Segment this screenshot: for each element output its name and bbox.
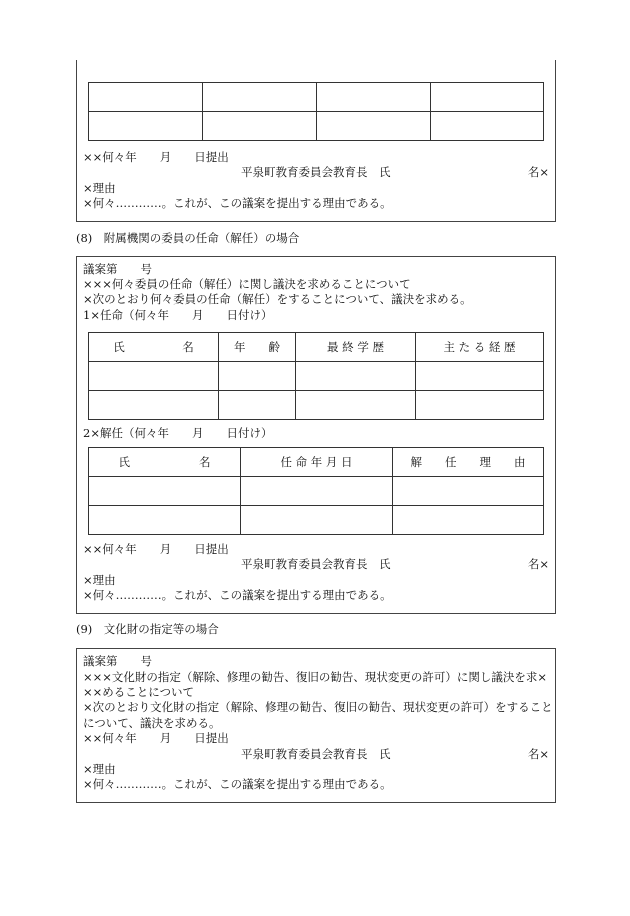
table-header-row	[89, 448, 544, 477]
section-8-heading: (8) 附属機関の委員の任命（解任）の場合	[76, 231, 300, 245]
bill-number: 議案第 号	[83, 262, 152, 276]
bill-box-continued	[76, 60, 556, 222]
submit-date-line: ××何々年 月 日提出	[83, 731, 229, 745]
bill-number: 議案第 号	[83, 654, 152, 668]
appoint-table	[88, 332, 544, 420]
table-row	[89, 83, 544, 112]
submitter-line: 平泉町教育委員会教育長 氏	[241, 165, 391, 179]
reason-label: ×理由	[83, 573, 116, 587]
reason-label: ×理由	[83, 762, 116, 776]
reason-label: ×理由	[83, 181, 116, 195]
col-header-education: 最 終 学 歴	[296, 333, 416, 362]
table-row	[89, 506, 544, 535]
col-header-age: 年 齢	[219, 333, 296, 362]
table-continued	[88, 82, 544, 141]
col-header-career: 主 た る 経 歴	[416, 333, 544, 362]
appoint-label: 1×任命（何々年 月 日付け）	[83, 308, 273, 322]
col-header-dismiss-reason: 解 任 理 由	[393, 448, 544, 477]
col-header-name: 氏 名	[89, 333, 219, 362]
bill-title-line-1: ×××文化財の指定（解除、修理の勧告、復旧の勧告、現状変更の許可）に関し議決を求×	[83, 670, 548, 684]
name-tail: 名×	[527, 165, 549, 179]
reason-text: ×何々…………。これが、この議案を提出する理由である。	[83, 588, 392, 602]
bill-box-section-8	[76, 256, 556, 614]
col-header-appoint-date: 任 命 年 月 日	[241, 448, 393, 477]
reason-text: ×何々…………。これが、この議案を提出する理由である。	[83, 196, 392, 210]
name-tail: 名×	[527, 557, 549, 571]
submitter-line: 平泉町教育委員会教育長 氏	[241, 557, 391, 571]
bill-title-line-2: ××めることについて	[83, 685, 195, 699]
col-header-name: 氏 名	[89, 448, 241, 477]
submit-date-line: ××何々年 月 日提出	[83, 542, 229, 556]
table-row	[89, 477, 544, 506]
bill-box-section-9	[76, 648, 556, 803]
bill-title: ×××何々委員の任命（解任）に関し議決を求めることについて	[83, 277, 411, 291]
bill-body: ×次のとおり何々委員の任命（解任）をすることについて、議決を求める。	[83, 292, 472, 306]
dismiss-table	[88, 447, 544, 535]
table-row	[89, 362, 544, 391]
submitter-line: 平泉町教育委員会教育長 氏	[241, 747, 391, 761]
table-header-row	[89, 333, 544, 362]
bill-body-line-2: について、議決を求める。	[83, 716, 221, 730]
table-row	[89, 391, 544, 420]
bill-body-line-1: ×次のとおり文化財の指定（解除、修理の勧告、復旧の勧告、現状変更の許可）をすること	[83, 700, 553, 714]
section-9-heading: (9) 文化財の指定等の場合	[76, 622, 219, 636]
reason-text: ×何々…………。これが、この議案を提出する理由である。	[83, 777, 392, 791]
dismiss-label: 2×解任（何々年 月 日付け）	[83, 426, 273, 440]
name-tail: 名×	[527, 747, 549, 761]
submit-date-line: ××何々年 月 日提出	[83, 150, 229, 164]
table-row	[89, 112, 544, 141]
